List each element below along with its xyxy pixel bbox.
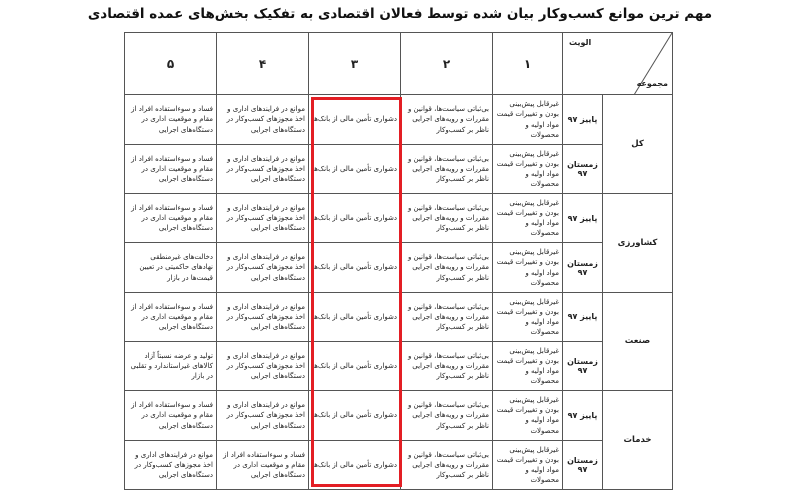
table-cell: غیرقابل پیش‌بینی بودن و تغییرات قیمت مواد اولیه و محصولات <box>493 144 563 193</box>
table-row <box>125 95 673 144</box>
table-row <box>125 440 673 489</box>
col-header-3: ۳ <box>309 33 401 95</box>
page-title: مهم ترین موانع کسب‌وکار بیان شده توسط فعالان اقتصادی به تفکیک بخش‌های عمده اقتصادی <box>87 6 713 22</box>
period-cell: پاییز ۹۷ <box>563 391 603 440</box>
sector-cell: صنعت <box>603 292 673 391</box>
col-header-5: ۵ <box>125 33 217 95</box>
table-cell: دشواری تأمین مالی از بانک‌ها <box>309 341 401 390</box>
obstacles-table <box>124 32 673 490</box>
table-cell: فساد و سوءاستفاده افراد از مقام و موقعیت اداری در دستگاه‌های اجرایی <box>125 391 217 440</box>
period-cell: پاییز ۹۷ <box>563 194 603 243</box>
table-cell: موانع در فرایندهای اداری و اخذ مجوزهای کسب‌وکار در دستگاه‌های اجرایی <box>217 194 309 243</box>
table-cell: بی‌ثباتی سیاست‌ها، قوانین و مقررات و رویه‌های اجرایی ناظر بر کسب‌وکار <box>401 440 493 489</box>
table-row <box>125 292 673 341</box>
table-cell: دشواری تأمین مالی از بانک‌ها <box>309 95 401 144</box>
table-cell: تولید و عرضه نسبتاً آزاد کالاهای غیراستاندارد و تقلبی در بازار <box>125 341 217 390</box>
table-row <box>125 243 673 292</box>
table-cell: بی‌ثباتی سیاست‌ها، قوانین و مقررات و رویه‌های اجرایی ناظر بر کسب‌وکار <box>401 243 493 292</box>
header-row <box>125 33 673 95</box>
sector-cell: کشاورزی <box>603 194 673 293</box>
table-cell: دشواری تأمین مالی از بانک‌ها <box>309 144 401 193</box>
table-cell: موانع در فرایندهای اداری و اخذ مجوزهای کسب‌وکار در دستگاه‌های اجرایی <box>217 391 309 440</box>
table-row <box>125 194 673 243</box>
table-cell: غیرقابل پیش‌بینی بودن و تغییرات قیمت مواد اولیه و محصولات <box>493 440 563 489</box>
period-cell: پاییز ۹۷ <box>563 292 603 341</box>
table-cell: فساد و سوءاستفاده افراد از مقام و موقعیت اداری در دستگاه‌های اجرایی <box>125 194 217 243</box>
period-cell: زمستان ۹۷ <box>563 440 603 489</box>
table-cell: فساد و سوءاستفاده افراد از مقام و موقعیت اداری در دستگاه‌های اجرایی <box>217 440 309 489</box>
table-cell: بی‌ثباتی سیاست‌ها، قوانین و مقررات و رویه‌های اجرایی ناظر بر کسب‌وکار <box>401 95 493 144</box>
group-label: مجموعه <box>636 79 668 89</box>
col-header-4: ۴ <box>217 33 309 95</box>
table-cell: بی‌ثباتی سیاست‌ها، قوانین و مقررات و رویه‌های اجرایی ناظر بر کسب‌وکار <box>401 341 493 390</box>
table-cell: دشواری تأمین مالی از بانک‌ها <box>309 391 401 440</box>
priority-label: الویت <box>569 38 592 47</box>
table-cell: غیرقابل پیش‌بینی بودن و تغییرات قیمت مواد اولیه و محصولات <box>493 391 563 440</box>
corner-header <box>563 33 673 95</box>
period-cell: زمستان ۹۷ <box>563 341 603 390</box>
period-cell: پاییز ۹۷ <box>563 95 603 144</box>
table-cell: بی‌ثباتی سیاست‌ها، قوانین و مقررات و رویه‌های اجرایی ناظر بر کسب‌وکار <box>401 292 493 341</box>
table-cell: فساد و سوءاستفاده افراد از مقام و موقعیت اداری در دستگاه‌های اجرایی <box>125 144 217 193</box>
table-cell: موانع در فرایندهای اداری و اخذ مجوزهای کسب‌وکار در دستگاه‌های اجرایی <box>217 95 309 144</box>
table-cell: موانع در فرایندهای اداری و اخذ مجوزهای کسب‌وکار در دستگاه‌های اجرایی <box>217 341 309 390</box>
table-cell: موانع در فرایندهای اداری و اخذ مجوزهای کسب‌وکار در دستگاه‌های اجرایی <box>217 144 309 193</box>
period-cell: زمستان ۹۷ <box>563 243 603 292</box>
table-row <box>125 391 673 440</box>
table-cell: غیرقابل پیش‌بینی بودن و تغییرات قیمت مواد اولیه و محصولات <box>493 292 563 341</box>
table-cell: فساد و سوءاستفاده افراد از مقام و موقعیت اداری در دستگاه‌های اجرایی <box>125 292 217 341</box>
table-cell: موانع در فرایندهای اداری و اخذ مجوزهای کسب‌وکار در دستگاه‌های اجرایی <box>217 243 309 292</box>
col-header-2: ۲ <box>401 33 493 95</box>
table-cell: موانع در فرایندهای اداری و اخذ مجوزهای کسب‌وکار در دستگاه‌های اجرایی <box>217 292 309 341</box>
table-cell: دشواری تأمین مالی از بانک‌ها <box>309 243 401 292</box>
table-cell: دشواری تأمین مالی از بانک‌ها <box>309 194 401 243</box>
table-row <box>125 144 673 193</box>
table-cell: بی‌ثباتی سیاست‌ها، قوانین و مقررات و رویه‌های اجرایی ناظر بر کسب‌وکار <box>401 144 493 193</box>
table-cell: بی‌ثباتی سیاست‌ها، قوانین و مقررات و رویه‌های اجرایی ناظر بر کسب‌وکار <box>401 194 493 243</box>
table-cell: دشواری تأمین مالی از بانک‌ها <box>309 292 401 341</box>
sector-cell: خدمات <box>603 391 673 490</box>
table-cell: فساد و سوءاستفاده افراد از مقام و موقعیت اداری در دستگاه‌های اجرایی <box>125 95 217 144</box>
table-row <box>125 341 673 390</box>
period-cell: زمستان ۹۷ <box>563 144 603 193</box>
table-cell: دخالت‌های غیرمنطقی نهادهای حاکمیتی در تعیین قیمت‌ها در بازار <box>125 243 217 292</box>
table-cell: دشواری تأمین مالی از بانک‌ها <box>309 440 401 489</box>
table-cell: غیرقابل پیش‌بینی بودن و تغییرات قیمت مواد اولیه و محصولات <box>493 243 563 292</box>
sector-cell: کل <box>603 95 673 194</box>
table-cell: بی‌ثباتی سیاست‌ها، قوانین و مقررات و رویه‌های اجرایی ناظر بر کسب‌وکار <box>401 391 493 440</box>
col-header-1: ۱ <box>493 33 563 95</box>
table-cell: غیرقابل پیش‌بینی بودن و تغییرات قیمت مواد اولیه و محصولات <box>493 194 563 243</box>
table-cell: غیرقابل پیش‌بینی بودن و تغییرات قیمت مواد اولیه و محصولات <box>493 95 563 144</box>
table-cell: موانع در فرایندهای اداری و اخذ مجوزهای کسب‌وکار در دستگاه‌های اجرایی <box>125 440 217 489</box>
table-cell: غیرقابل پیش‌بینی بودن و تغییرات قیمت مواد اولیه و محصولات <box>493 341 563 390</box>
